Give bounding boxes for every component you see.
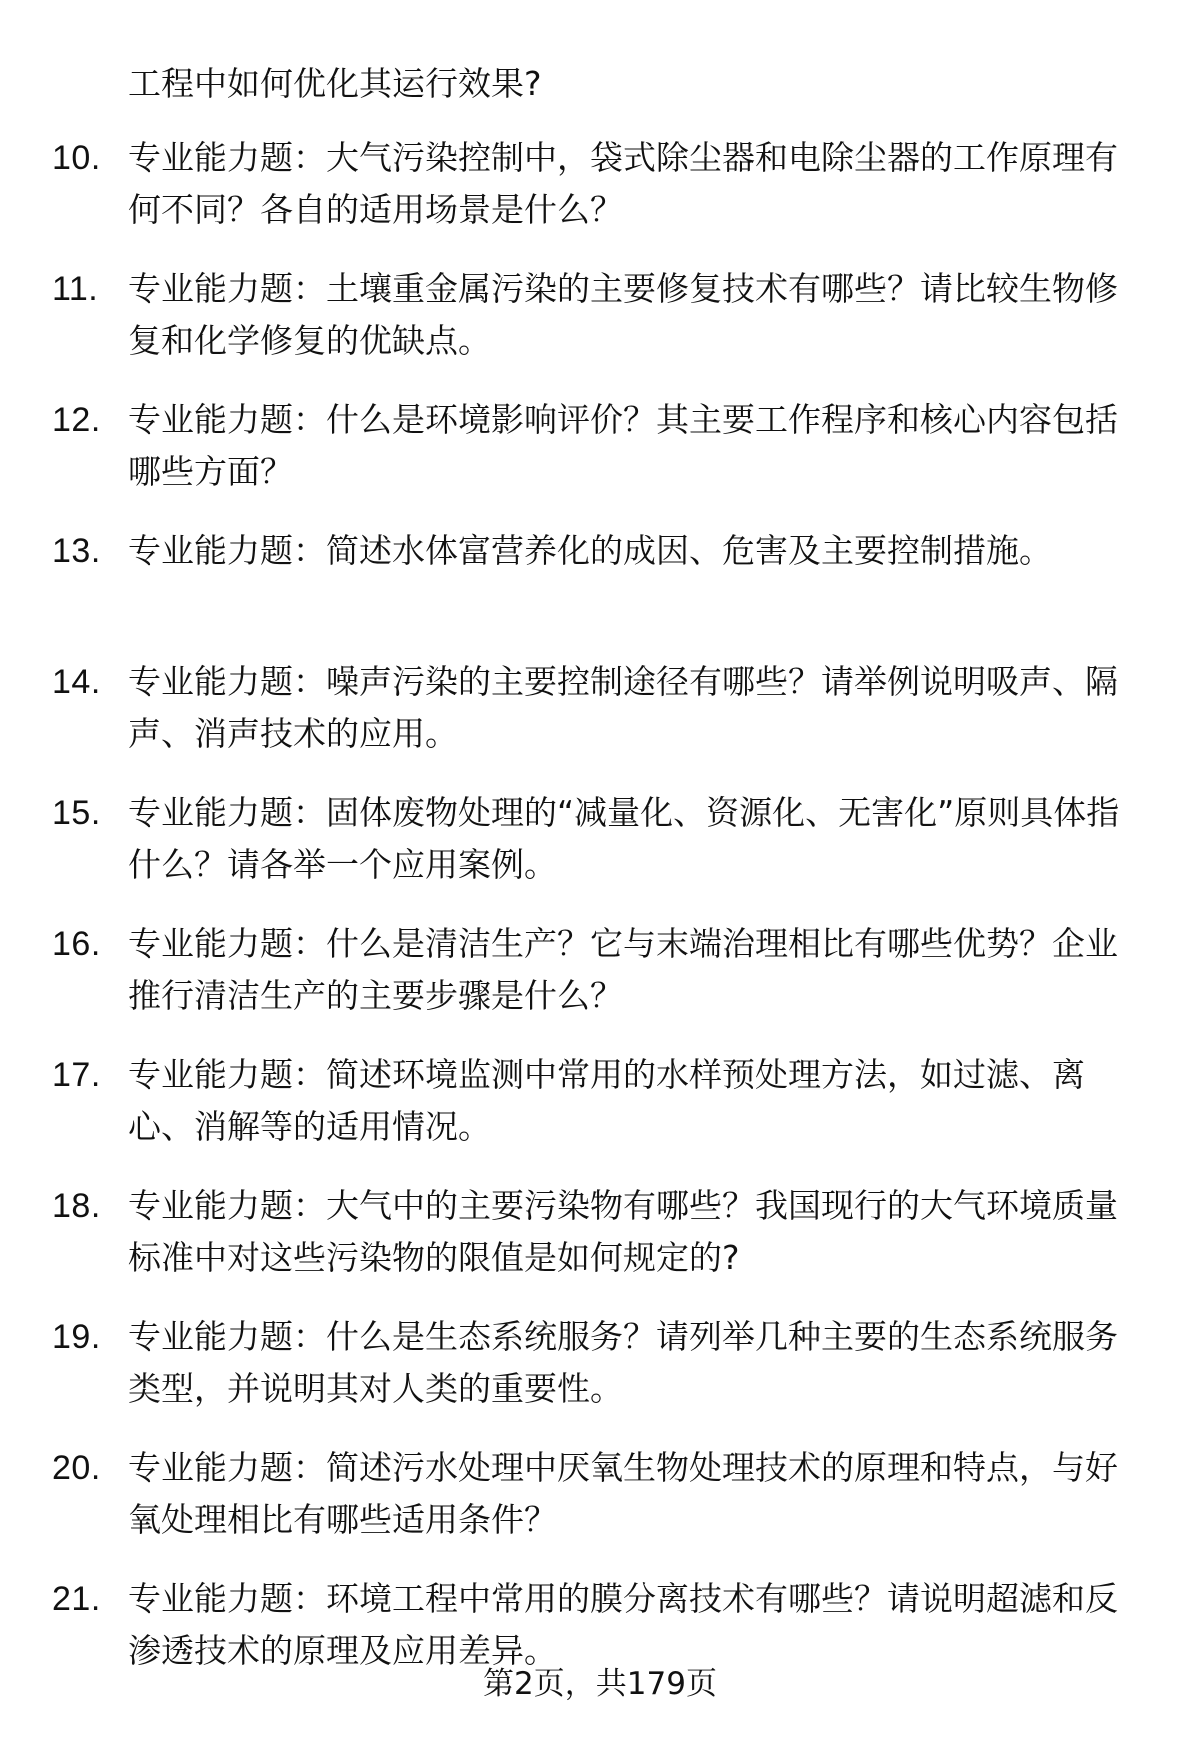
question-number: 17. [52,1056,101,1094]
question-text: 专业能力题：噪声污染的主要控制途径有哪些？请举例说明吸声、隔声、消声技术的应用。 [128,662,1118,753]
question-text: 专业能力题：简述污水处理中厌氧生物处理技术的原理和特点，与好氧处理相比有哪些适用条件？ [128,1448,1118,1539]
question-number: 11. [52,270,99,308]
question-number: 10. [52,139,101,177]
question-item [0,263,1200,394]
question-number: 19. [52,1318,101,1356]
question-number: 16. [52,925,101,963]
question-item [0,1442,1200,1573]
question-number: 15. [52,794,101,832]
question-number: 20. [52,1449,101,1487]
question-text: 专业能力题：什么是生态系统服务？请列举几种主要的生态系统服务类型，并说明其对人类的重要性。 [128,1317,1118,1408]
question-text: 专业能力题：固体废物处理的“减量化、资源化、无害化”原则具体指什么？请各举一个应用案例。 [128,793,1120,884]
question-number: 12. [52,401,101,439]
question-item [0,394,1200,525]
continued-question-text: 工程中如何优化其运行效果? [128,64,542,103]
question-item [0,1049,1200,1180]
question-item [0,525,1200,656]
question-item [0,1180,1200,1311]
question-item [0,787,1200,918]
question-number: 13. [52,532,101,570]
question-item [0,1311,1200,1442]
question-item [0,132,1200,263]
question-number: 14. [52,663,101,701]
question-text: 专业能力题：土壤重金属污染的主要修复技术有哪些？请比较生物修复和化学修复的优缺点。 [128,269,1118,360]
question-item [0,918,1200,1049]
question-number: 21. [52,1580,101,1618]
question-text: 专业能力题：大气污染控制中，袋式除尘器和电除尘器的工作原理有何不同？各自的适用场景是什么？ [128,138,1118,229]
question-text: 专业能力题：大气中的主要污染物有哪些？我国现行的大气环境质量标准中对这些污染物的限值是如何规定的? [128,1186,1118,1277]
question-text: 专业能力题：简述环境监测中常用的水样预处理方法，如过滤、离心、消解等的适用情况。 [128,1055,1085,1146]
question-number: 18. [52,1187,101,1225]
question-text: 专业能力题：什么是清洁生产？它与末端治理相比有哪些优势？企业推行清洁生产的主要步骤是什么？ [128,924,1118,1015]
question-text: 专业能力题：什么是环境影响评价？其主要工作程序和核心内容包括哪些方面？ [128,400,1118,491]
page-footer: 第2页，共179页 [483,1666,717,1702]
question-text: 专业能力题：环境工程中常用的膜分离技术有哪些？请说明超滤和反渗透技术的原理及应用差异。 [128,1579,1118,1670]
question-list [0,132,1200,1704]
question-item [0,656,1200,787]
question-text: 专业能力题：简述水体富营养化的成因、危害及主要控制措施。 [128,531,1052,570]
